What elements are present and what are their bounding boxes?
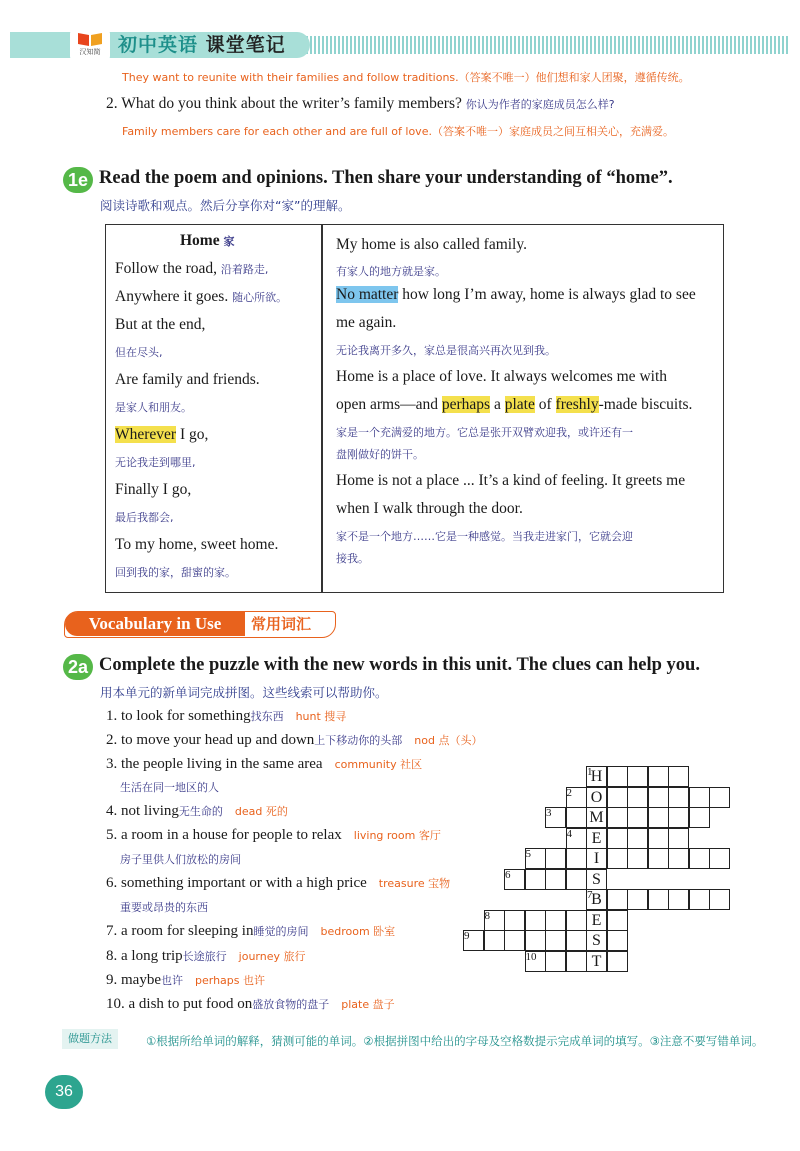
- clue-9-cn: 也许: [160, 974, 183, 987]
- clue-2: [106, 732, 482, 749]
- poem-line-6: Finally I go,: [115, 481, 192, 498]
- puzzle-cell: [545, 910, 566, 931]
- poem-title-cn: 家: [223, 235, 235, 248]
- puzzle-key-cell: S: [586, 930, 607, 951]
- clue-8-cn: 长途旅行: [182, 950, 227, 963]
- clue-6-en: 6. something important or with a high price: [106, 875, 367, 891]
- poem-line-2-en: Anywhere it goes.: [115, 288, 229, 305]
- puzzle-cell: [607, 951, 628, 972]
- opinion-3-cn-2: 盘刚做好的饼干。: [336, 448, 424, 461]
- poem-line-5-cn: 无论我走到哪里,: [115, 456, 196, 469]
- puzzle-key-cell: H: [586, 766, 607, 787]
- page-header: [10, 28, 790, 62]
- answer-q1: They want to reunite with their families and follow traditions.（答案不唯一）他们想和家人团聚，遵循传统。: [122, 71, 690, 84]
- clue-5-answer: living room 客厅: [353, 829, 441, 842]
- puzzle-cell: [566, 910, 587, 931]
- puzzle-cell: [545, 951, 566, 972]
- section-badge-2a: 2a: [63, 654, 93, 680]
- vocabulary-banner: [64, 611, 336, 638]
- puzzle-clue-number: 6: [505, 868, 511, 881]
- clue-9-en: 9. maybe: [106, 972, 161, 988]
- clue-10-en: 10. a dish to put food on: [106, 996, 253, 1012]
- clue-6-cn-line: [120, 899, 208, 916]
- puzzle-key-cell: M: [586, 807, 607, 828]
- puzzle-cell: [627, 766, 648, 787]
- highlight-wherever: Wherever: [115, 426, 177, 443]
- puzzle-clue-number: 7: [587, 889, 593, 901]
- section-2a-title: Complete the puzzle with the new words in this unit. The clues can help you.: [99, 655, 700, 675]
- clue-8-answer: journey 旅行: [238, 950, 306, 963]
- poem-title-en: Home: [180, 232, 220, 249]
- clue-3-cn-line: [120, 779, 219, 796]
- puzzle-cell: [627, 828, 648, 849]
- puzzle-cell: [545, 930, 566, 951]
- puzzle-cell: [648, 828, 669, 849]
- puzzle-cell: [668, 828, 689, 849]
- puzzle-cell: [648, 807, 669, 828]
- puzzle-cell: [668, 807, 689, 828]
- puzzle-key-cell: O: [586, 787, 607, 808]
- puzzle-cell: [668, 848, 689, 869]
- puzzle-key-cell: B: [586, 889, 607, 910]
- question-2: [106, 95, 615, 113]
- opinion-4-line-1: Home is not a place ... It’s a kind of feeling. It greets me: [336, 472, 686, 489]
- puzzle-clue-number: 9: [464, 930, 470, 942]
- clue-5-en: 5. a room in a house for people to relax: [106, 827, 342, 843]
- vocabulary-banner-cn: 常用词汇: [251, 615, 312, 633]
- highlight-no-matter: No matter: [336, 286, 399, 303]
- clue-4-en: 4. not living: [106, 803, 179, 819]
- poem-line-2: [115, 288, 287, 306]
- puzzle-cell: [627, 787, 648, 808]
- puzzle-cell: [484, 930, 505, 951]
- vocabulary-banner-en: Vocabulary in Use: [65, 612, 245, 636]
- opinion-2-rest: how long I’m away, home is always glad to see: [398, 286, 696, 303]
- opinion-3-cn-1: 家是一个充满爱的地方。它总是张开双臂欢迎我，或许还有一: [336, 426, 633, 439]
- poem-line-4: Are family and friends.: [115, 371, 260, 388]
- puzzle-cell: [504, 930, 525, 951]
- question-2-en: 2. What do you think about the writer’s family members?: [106, 95, 462, 112]
- poem-table-divider: [321, 224, 323, 593]
- clue-10-answer: plate 盘子: [341, 998, 395, 1011]
- highlight-perhaps: perhaps: [441, 396, 491, 413]
- puzzle-key-cell: E: [586, 910, 607, 931]
- clue-5: [106, 827, 441, 844]
- clue-5-cn-line: [120, 851, 241, 868]
- poem-title: [180, 232, 234, 250]
- poem-line-3-cn: 但在尽头,: [115, 346, 163, 359]
- puzzle-cell: [566, 869, 587, 890]
- clue-7-en: 7. a room for sleeping in: [106, 923, 254, 939]
- section-badge-1e: 1e: [63, 167, 93, 193]
- poem-line-1-cn: 沿着路走,: [220, 263, 269, 276]
- book-title-subject: 初中英语: [118, 34, 199, 56]
- poem-line-2-cn: 随心所欲。: [232, 291, 288, 304]
- clue-2-cn: 上下移动你的头部: [314, 734, 403, 747]
- clue-5-cn: 房子里供人们放松的房间: [120, 853, 241, 866]
- puzzle-cell: [607, 910, 628, 931]
- poem-line-1: [115, 260, 268, 278]
- opinion-4-cn-2: 接我。: [336, 552, 369, 565]
- puzzle-cell: [545, 869, 566, 890]
- page-number: 36: [45, 1075, 83, 1109]
- clue-8-en: 8. a long trip: [106, 948, 183, 964]
- clue-9-answer: perhaps 也许: [194, 974, 265, 987]
- answer-q2: Family members care for each other and are full of love.（答案不唯一）家庭成员之间互相关心，充满爱。: [122, 125, 674, 138]
- clue-3: [106, 756, 422, 773]
- opinion-4-cn-1: 家不是一个地方……它是一种感觉。当我走进家门，它就会迎: [336, 530, 633, 543]
- opinion-3-line-2: [336, 396, 692, 414]
- clue-1: [106, 708, 346, 725]
- clue-1-en: 1. to look for something: [106, 708, 251, 724]
- puzzle-cell: [668, 766, 689, 787]
- opinion-3-line-1: Home is a place of love. It always welcomes me with: [336, 368, 667, 385]
- book-title-series: 课堂笔记: [205, 34, 286, 56]
- puzzle-cell: [566, 951, 587, 972]
- section-1e-title: Read the poem and opinions. Then share your understanding of “home”.: [99, 168, 673, 188]
- puzzle-cell: [689, 848, 710, 869]
- clue-8: [106, 948, 306, 965]
- puzzle-cell: [525, 910, 546, 931]
- poem-line-5-rest: I go,: [176, 426, 209, 443]
- puzzle-cell: [504, 910, 525, 931]
- book-title: [118, 32, 286, 58]
- puzzle-cell: [668, 787, 689, 808]
- clue-1-answer: hunt 搜寻: [295, 710, 347, 723]
- question-2-cn: 你认为作者的家庭成员怎么样?: [465, 98, 615, 111]
- clue-7-answer: bedroom 卧室: [320, 925, 396, 938]
- opinion-2-line-2: me again.: [336, 314, 397, 331]
- opinion-4-line-2: when I walk through the door.: [336, 500, 523, 517]
- puzzle-cell: [607, 889, 628, 910]
- puzzle-cell: [627, 807, 648, 828]
- puzzle-clue-number: 10: [525, 950, 537, 963]
- clue-9: [106, 972, 265, 989]
- clue-7: [106, 923, 395, 940]
- poem-line-6-cn: 最后我都会,: [115, 511, 174, 524]
- opinion-3-text-d: -made biscuits.: [598, 396, 693, 413]
- method-text: ①根据所给单词的解释，猜测可能的单词。②根据拼图中给出的字母及空格数提示完成单词的填写。③注意不要写错单词。: [146, 1034, 764, 1048]
- clue-1-cn: 找东西: [250, 710, 284, 723]
- puzzle-cell: [648, 766, 669, 787]
- brand-logo: [70, 28, 110, 62]
- puzzle-cell: [545, 848, 566, 869]
- clue-4-answer: dead 死的: [234, 805, 288, 818]
- clue-10-cn: 盛放食物的盘子: [252, 998, 330, 1011]
- poem-line-4-cn: 是家人和朋友。: [115, 401, 192, 414]
- puzzle-cell: [648, 889, 669, 910]
- clue-4: [106, 803, 288, 820]
- puzzle-key-cell: T: [586, 951, 607, 972]
- puzzle-clue-number: 5: [525, 848, 531, 860]
- clue-2-en: 2. to move your head up and down: [106, 732, 315, 748]
- puzzle-clue-number: 3: [546, 807, 552, 819]
- puzzle-cell: [668, 889, 689, 910]
- puzzle-key-cell: E: [586, 828, 607, 849]
- puzzle-cell: [607, 930, 628, 951]
- highlight-plate: plate: [504, 396, 535, 413]
- highlight-freshly: freshly: [555, 396, 599, 413]
- puzzle-key-cell: S: [586, 869, 607, 890]
- poem-line-5: [115, 426, 208, 444]
- section-2a-cn: 用本单元的新单词完成拼图。这些线索可以帮助你。: [100, 685, 388, 700]
- poem-line-7: To my home, sweet home.: [115, 536, 279, 553]
- puzzle-cell: [689, 807, 710, 828]
- opinion-2-cn: 无论我离开多久，家总是很高兴再次见到我。: [336, 344, 556, 357]
- clue-2-answer: nod 点（头）: [414, 734, 483, 747]
- clue-3-answer: community 社区: [334, 758, 423, 771]
- poem-line-3: But at the end,: [115, 316, 206, 333]
- opinion-3-text-c: of: [534, 396, 556, 413]
- clue-4-cn: 无生命的: [178, 805, 223, 818]
- logo-text: 汉知简: [79, 48, 101, 56]
- puzzle-cell: [525, 869, 546, 890]
- puzzle-cell: [709, 787, 730, 808]
- clue-6: [106, 875, 450, 892]
- opinion-3-text-b: a: [490, 396, 505, 413]
- poem-line-7-cn: 回到我的家，甜蜜的家。: [115, 566, 236, 579]
- clue-6-answer: treasure 宝物: [378, 877, 451, 890]
- puzzle-clue-number: 8: [484, 909, 490, 922]
- puzzle-key-cell: I: [586, 848, 607, 869]
- opinion-3-text-a: open arms—and: [336, 396, 442, 413]
- puzzle-cell: [607, 828, 628, 849]
- puzzle-cell: [709, 889, 730, 910]
- method-tag: 做题方法: [62, 1029, 118, 1049]
- puzzle-cell: [525, 930, 546, 951]
- puzzle-cell: [566, 807, 587, 828]
- clue-6-cn: 重要或昂贵的东西: [120, 901, 208, 914]
- clue-3-en: 3. the people living in the same area: [106, 756, 323, 772]
- book-icon: [77, 31, 103, 47]
- puzzle-cell: [689, 787, 710, 808]
- puzzle-cell: [627, 848, 648, 869]
- opinion-1-cn: 有家人的地方就是家。: [336, 265, 446, 278]
- puzzle-cell: [566, 848, 587, 869]
- puzzle-clue-number: 1: [587, 766, 593, 778]
- puzzle-cell: [607, 766, 628, 787]
- section-1e-cn: 阅读诗歌和观点。然后分享你对“家”的理解。: [100, 198, 351, 213]
- clue-3-cn: 生活在同一地区的人: [120, 781, 219, 794]
- puzzle-cell: [648, 848, 669, 869]
- poem-line-1-en: Follow the road,: [115, 260, 218, 277]
- clue-7-cn: 睡觉的房间: [253, 925, 309, 938]
- puzzle-cell: [648, 787, 669, 808]
- opinion-1: My home is also called family.: [336, 236, 527, 253]
- puzzle-cell: [607, 787, 628, 808]
- puzzle-cell: [709, 848, 730, 869]
- clue-10: [106, 996, 395, 1013]
- puzzle-cell: [607, 807, 628, 828]
- puzzle-cell: [566, 930, 587, 951]
- puzzle-clue-number: 4: [566, 827, 572, 840]
- opinion-2: [336, 286, 696, 304]
- puzzle-cell: [627, 889, 648, 910]
- puzzle-cell: [607, 848, 628, 869]
- puzzle-cell: [689, 889, 710, 910]
- puzzle-clue-number: 2: [566, 786, 572, 799]
